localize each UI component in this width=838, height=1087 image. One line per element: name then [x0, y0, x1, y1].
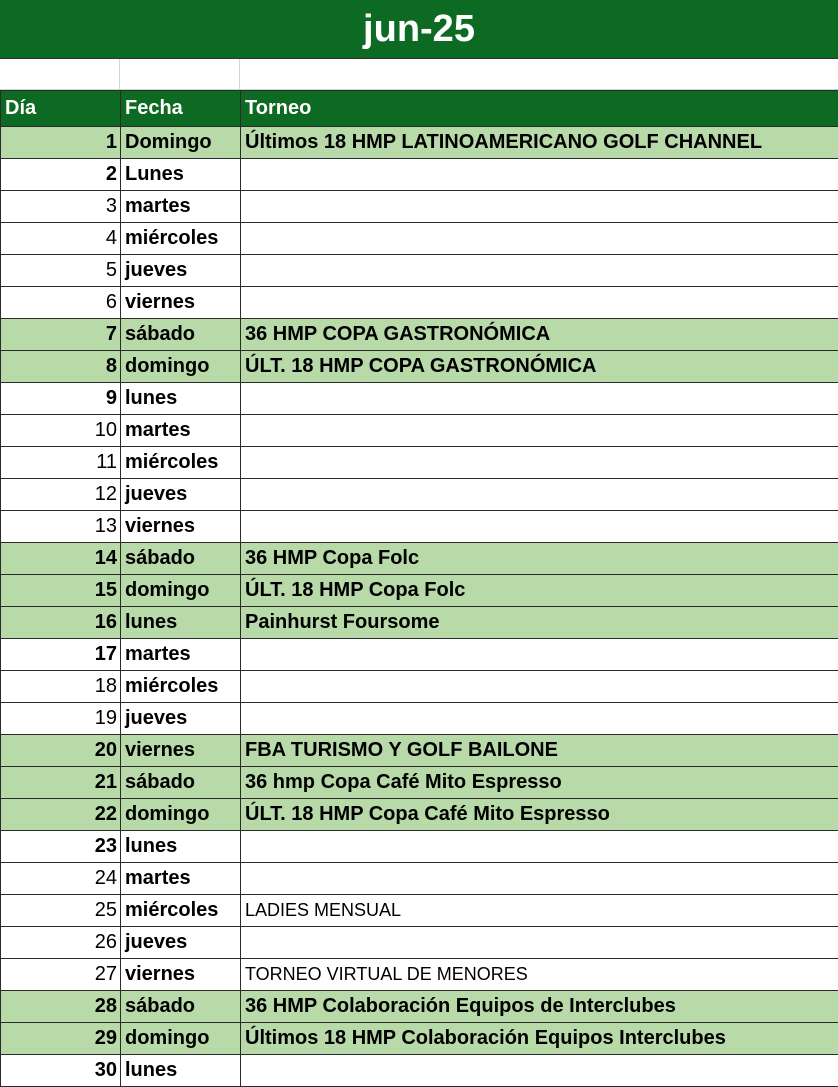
header-fecha[interactable]: Fecha [121, 91, 241, 127]
header-dia[interactable]: Día [1, 91, 121, 127]
weekday-cell[interactable]: viernes [121, 959, 241, 991]
day-cell[interactable]: 10 [1, 415, 121, 447]
event-cell[interactable]: 36 HMP Copa Folc [241, 543, 838, 575]
event-cell[interactable]: TORNEO VIRTUAL DE MENORES [241, 959, 838, 991]
sheet-title: jun-25 [0, 0, 838, 59]
day-cell[interactable]: 3 [1, 191, 121, 223]
event-cell[interactable]: ÚLT. 18 HMP COPA GASTRONÓMICA [241, 351, 838, 383]
day-cell[interactable]: 5 [1, 255, 121, 287]
table-row [1, 159, 838, 191]
event-cell[interactable]: Painhurst Foursome [241, 607, 838, 639]
event-cell[interactable] [241, 415, 838, 447]
event-cell[interactable] [241, 447, 838, 479]
day-cell[interactable]: 16 [1, 607, 121, 639]
event-cell[interactable]: LADIES MENSUAL [241, 895, 838, 927]
event-cell[interactable] [241, 159, 838, 191]
event-cell[interactable] [241, 191, 838, 223]
weekday-cell[interactable]: martes [121, 191, 241, 223]
event-cell[interactable] [241, 671, 838, 703]
weekday-cell[interactable]: sábado [121, 543, 241, 575]
day-cell[interactable]: 19 [1, 703, 121, 735]
table-row [1, 799, 838, 831]
event-cell[interactable]: Últimos 18 HMP LATINOAMERICANO GOLF CHANNEL [241, 127, 838, 159]
table-row [1, 671, 838, 703]
weekday-cell[interactable]: jueves [121, 927, 241, 959]
table-row [1, 351, 838, 383]
event-cell[interactable] [241, 511, 838, 543]
day-cell[interactable]: 28 [1, 991, 121, 1023]
day-cell[interactable]: 8 [1, 351, 121, 383]
table-row [1, 831, 838, 863]
weekday-cell[interactable]: martes [121, 863, 241, 895]
table-row [1, 607, 838, 639]
weekday-cell[interactable]: jueves [121, 479, 241, 511]
weekday-cell[interactable]: martes [121, 639, 241, 671]
weekday-cell[interactable]: domingo [121, 1023, 241, 1055]
table-row [1, 1055, 838, 1087]
weekday-cell[interactable]: Domingo [121, 127, 241, 159]
table-row [1, 959, 838, 991]
event-cell[interactable] [241, 479, 838, 511]
weekday-cell[interactable]: miércoles [121, 223, 241, 255]
weekday-cell[interactable]: lunes [121, 1055, 241, 1087]
weekday-cell[interactable]: miércoles [121, 671, 241, 703]
table-row [1, 223, 838, 255]
day-cell[interactable]: 17 [1, 639, 121, 671]
day-cell[interactable]: 9 [1, 383, 121, 415]
event-cell[interactable] [241, 1055, 838, 1087]
weekday-cell[interactable]: domingo [121, 351, 241, 383]
event-cell[interactable] [241, 287, 838, 319]
table-row [1, 863, 838, 895]
weekday-cell[interactable]: Lunes [121, 159, 241, 191]
event-cell[interactable] [241, 831, 838, 863]
table-row [1, 1023, 838, 1055]
weekday-cell[interactable]: domingo [121, 575, 241, 607]
schedule-table [0, 90, 838, 1087]
weekday-cell[interactable]: viernes [121, 735, 241, 767]
header-torneo[interactable]: Torneo [241, 91, 838, 127]
weekday-cell[interactable]: miércoles [121, 447, 241, 479]
day-cell[interactable]: 30 [1, 1055, 121, 1087]
table-row [1, 511, 838, 543]
day-cell[interactable]: 26 [1, 927, 121, 959]
day-cell[interactable]: 15 [1, 575, 121, 607]
weekday-cell[interactable]: lunes [121, 607, 241, 639]
weekday-cell[interactable]: lunes [121, 383, 241, 415]
table-row [1, 191, 838, 223]
event-cell[interactable]: 36 hmp Copa Café Mito Espresso [241, 767, 838, 799]
table-row [1, 415, 838, 447]
weekday-cell[interactable]: sábado [121, 767, 241, 799]
day-cell[interactable]: 22 [1, 799, 121, 831]
day-cell[interactable]: 25 [1, 895, 121, 927]
table-row [1, 127, 838, 159]
table-row [1, 575, 838, 607]
event-cell[interactable] [241, 383, 838, 415]
weekday-cell[interactable]: viernes [121, 511, 241, 543]
table-row [1, 735, 838, 767]
event-cell[interactable]: 36 HMP Colaboración Equipos de Interclubes [241, 991, 838, 1023]
weekday-cell[interactable]: domingo [121, 799, 241, 831]
day-cell[interactable]: 6 [1, 287, 121, 319]
event-cell[interactable]: ÚLT. 18 HMP Copa Café Mito Espresso [241, 799, 838, 831]
table-row [1, 991, 838, 1023]
day-cell[interactable]: 29 [1, 1023, 121, 1055]
weekday-cell[interactable]: lunes [121, 831, 241, 863]
blank-row [0, 59, 838, 90]
table-row [1, 767, 838, 799]
day-cell[interactable]: 24 [1, 863, 121, 895]
table-row [1, 287, 838, 319]
event-cell[interactable]: Últimos 18 HMP Colaboración Equipos Interclubes [241, 1023, 838, 1055]
day-cell[interactable]: 13 [1, 511, 121, 543]
table-row [1, 543, 838, 575]
event-cell[interactable] [241, 863, 838, 895]
weekday-cell[interactable]: miércoles [121, 895, 241, 927]
day-cell[interactable]: 14 [1, 543, 121, 575]
day-cell[interactable]: 18 [1, 671, 121, 703]
weekday-cell[interactable]: jueves [121, 703, 241, 735]
weekday-cell[interactable]: viernes [121, 287, 241, 319]
table-row [1, 703, 838, 735]
event-cell[interactable] [241, 223, 838, 255]
weekday-cell[interactable]: sábado [121, 991, 241, 1023]
day-cell[interactable]: 2 [1, 159, 121, 191]
day-cell[interactable]: 21 [1, 767, 121, 799]
event-cell[interactable] [241, 639, 838, 671]
day-cell[interactable]: 23 [1, 831, 121, 863]
day-cell[interactable]: 4 [1, 223, 121, 255]
table-row [1, 447, 838, 479]
table-row [1, 639, 838, 671]
event-cell[interactable] [241, 927, 838, 959]
weekday-cell[interactable]: martes [121, 415, 241, 447]
day-cell[interactable]: 1 [1, 127, 121, 159]
day-cell[interactable]: 12 [1, 479, 121, 511]
weekday-cell[interactable]: jueves [121, 255, 241, 287]
event-cell[interactable] [241, 703, 838, 735]
weekday-cell[interactable]: sábado [121, 319, 241, 351]
table-row [1, 927, 838, 959]
table-row [1, 479, 838, 511]
table-row [1, 255, 838, 287]
day-cell[interactable]: 27 [1, 959, 121, 991]
event-cell[interactable] [241, 255, 838, 287]
table-row [1, 895, 838, 927]
table-row [1, 319, 838, 351]
event-cell[interactable]: 36 HMP COPA GASTRONÓMICA [241, 319, 838, 351]
day-cell[interactable]: 20 [1, 735, 121, 767]
day-cell[interactable]: 7 [1, 319, 121, 351]
header-row [1, 91, 838, 127]
day-cell[interactable]: 11 [1, 447, 121, 479]
event-cell[interactable]: ÚLT. 18 HMP Copa Folc [241, 575, 838, 607]
event-cell[interactable]: FBA TURISMO Y GOLF BAILONE [241, 735, 838, 767]
table-row [1, 383, 838, 415]
